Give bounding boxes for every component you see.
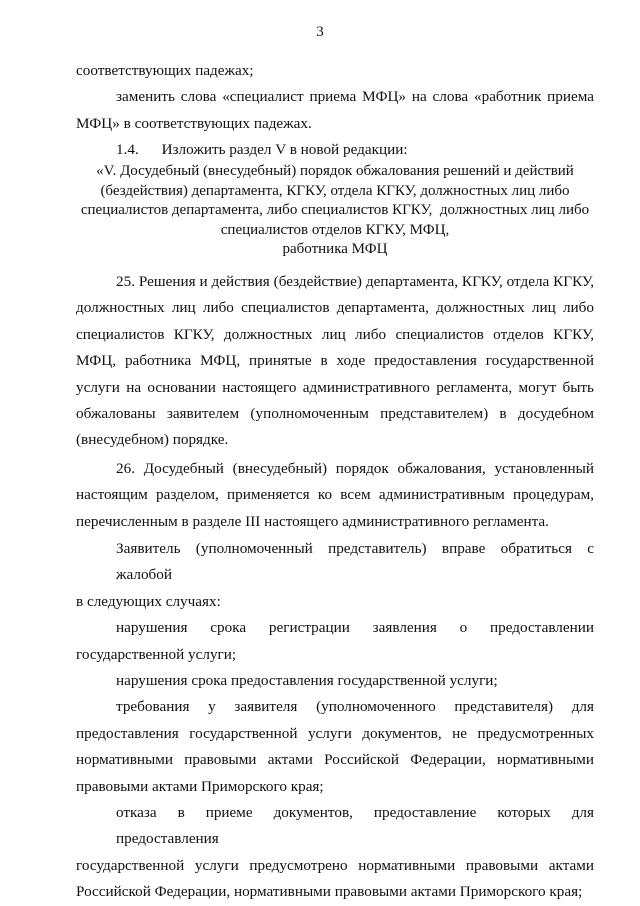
text-line: предоставления государственной услуги документов, не предусмотренных: [76, 724, 594, 742]
text-line: заменить слова «специалист приема МФЦ» на слова «работник приема: [116, 88, 594, 106]
text-line: требования у заявителя (уполномоченного представителя) для: [116, 698, 594, 716]
complaint-cases: [76, 536, 594, 906]
text-line: правовыми актами Приморского края;: [76, 777, 324, 795]
section-heading: [76, 162, 594, 260]
text-line: (внесудебном) порядке.: [76, 431, 229, 449]
intro-text: [76, 58, 594, 164]
heading-line: специалистов отделов КГКУ, МФЦ,: [220, 221, 450, 238]
text-line: отказа в приеме документов, предоставление которых для предоставления: [116, 804, 594, 848]
text-line: нормативными правовыми актами Российской Федерации, нормативными: [76, 751, 594, 769]
text-line: соответствующих падежах;: [76, 62, 254, 79]
heading-line: работника МФЦ: [282, 241, 388, 257]
heading-line: «V. Досудебный (внесудебный) порядок обжалования решений и действий: [96, 163, 574, 179]
text-line: 26. Досудебный (внесудебный) порядок обжалования, установленный: [116, 460, 594, 477]
paragraph-26: [76, 456, 594, 535]
text-line: МФЦ, работника МФЦ, принятые в ходе предоставления государственной: [76, 352, 594, 370]
text-line: государственной услуги предусмотрено нормативными правовыми актами: [76, 856, 594, 874]
text-line: специалистов КГКУ, должностных лиц либо специалистов отделов КГКУ,: [76, 325, 594, 343]
text-line: Российской Федерации, нормативными правовыми актами Приморского края;: [76, 883, 583, 901]
text-line: нарушения срока предоставления государственной услуги;: [116, 672, 498, 690]
text-line: обжалованы заявителем (уполномоченным представителем) в досудебном: [76, 405, 594, 423]
text-line: нарушения срока регистрации заявления о предоставлении: [116, 619, 594, 637]
heading-line: (бездействия) департамента, КГКУ, отдела КГКУ, должностных лиц либо: [100, 182, 570, 199]
heading-line: специалистов департамента, либо специалистов КГКУ, должностных лиц либо: [80, 202, 590, 218]
text-line: настоящим разделом, применяется ко всем административным процедурам,: [76, 486, 594, 504]
text-line: государственной услуги;: [76, 645, 237, 663]
text-line: 25. Решения и действия (бездействие) департамента, КГКУ, отдела КГКУ,: [116, 273, 594, 290]
paragraph-25: [76, 269, 594, 454]
text-line: услуги на основании настоящего административного регламента, могут быть: [76, 378, 594, 396]
text-line: в следующих случаях:: [76, 592, 221, 610]
text-line: перечисленным в разделе III настоящего административного регламента.: [76, 512, 549, 530]
text-line: 1.4. Изложить раздел V в новой редакции:: [116, 141, 408, 159]
page-number: 3: [316, 24, 324, 40]
text-line: должностных лиц либо специалистов департамента, должностных лиц либо: [76, 299, 594, 317]
text-line: МФЦ» в соответствующих падежах.: [76, 114, 312, 132]
text-line: Заявитель (уполномоченный представитель) вправе обратиться с жалобой: [116, 540, 594, 584]
